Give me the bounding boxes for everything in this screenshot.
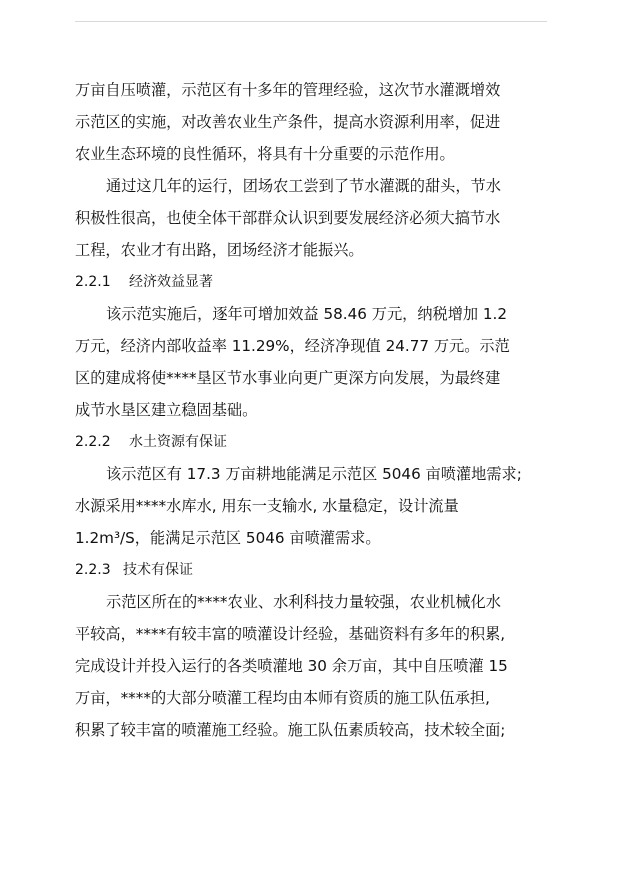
text-line: 万亩自压喷灌，示范区有十多年的管理经验，这次节水灌溉增效	[75, 81, 501, 99]
text-line: 工程，农业才有出路，团场经济才能振兴。	[75, 241, 364, 259]
text-line: 水源采用****水库水, 用东一支输水, 水量稳定，设计流量	[75, 497, 459, 515]
section-heading	[75, 426, 555, 458]
text-line: 万亩，****的大部分喷灌工程均由本师有资质的施工队伍承担,	[75, 689, 490, 707]
text-line: 示范区的实施，对改善农业生产条件，提高水资源利用率，促进	[75, 113, 501, 131]
section-heading	[75, 266, 555, 298]
header-rule	[75, 21, 547, 22]
text-line: 1.2m³/S，能满足示范区 5046 亩喷灌需求。	[75, 529, 381, 547]
text-line: 该示范实施后，逐年可增加效益 58.46 万元，纳税增加 1.2	[106, 305, 508, 323]
document-body	[75, 74, 555, 746]
text-line: 成节水垦区建立稳固基础。	[75, 401, 258, 419]
text-line: 万元，经济内部收益率 11.29%，经济净现值 24.77 万元。示范	[75, 337, 510, 355]
section-title: 技术有保证	[123, 562, 193, 578]
text-line: 通过这几年的运行，团场农工尝到了节水灌溉的甜头，节水	[106, 177, 501, 195]
text-line: 区的建成将使****垦区节水事业向更广更深方向发展，为最终建	[75, 369, 501, 387]
text-line: 该示范区有 17.3 万亩耕地能满足示范区 5046 亩喷灌地需求;	[106, 465, 522, 483]
section-heading	[75, 554, 555, 586]
text-line: 平较高，****有较丰富的喷灌设计经验，基础资料有多年的积累,	[75, 625, 506, 643]
text-line: 完成设计并投入运行的各类喷灌地 30 余万亩，其中自压喷灌 15	[75, 657, 508, 675]
section-title: 水土资源有保证	[129, 434, 227, 450]
text-line: 农业生态环境的良性循环，将具有十分重要的示范作用。	[75, 145, 455, 163]
section-number: 2.2.1	[75, 274, 111, 290]
section-title: 经济效益显著	[129, 274, 213, 290]
text-line: 示范区所在的****农业、水利科技力量较强，农业机械化水	[106, 593, 501, 611]
section-number: 2.2.2	[75, 434, 111, 450]
text-line: 积累了较丰富的喷灌施工经验。施工队伍素质较高，技术较全面;	[75, 721, 506, 739]
text-line: 积极性很高，也使全体干部群众认识到要发展经济必须大搞节水	[75, 209, 501, 227]
section-number: 2.2.3	[75, 562, 111, 578]
